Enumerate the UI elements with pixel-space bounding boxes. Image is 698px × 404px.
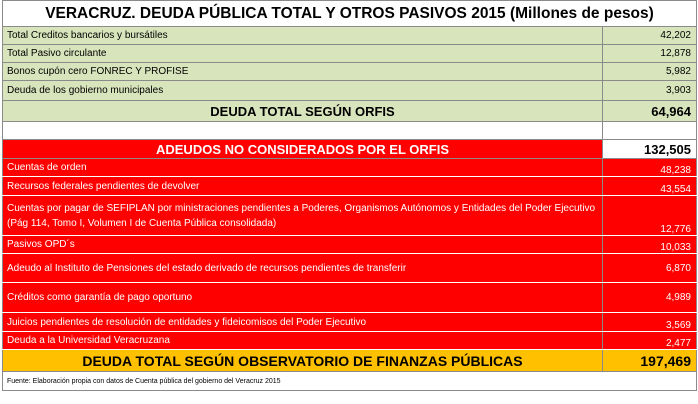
row-label: Bonos cupón cero FONREC Y PROFISE [3, 63, 603, 81]
title-row [3, 1, 697, 27]
grand-total-label: DEUDA TOTAL SEGÚN OBSERVATORIO DE FINANZAS PÚBLICAS [3, 350, 603, 372]
source-note: Fuente: Elaboración propia con datos de Cuenta pública del gobierno del Veracruz 2015 [3, 372, 697, 391]
row-value: 6,870 [603, 254, 697, 283]
table-row [3, 283, 697, 313]
row-value: 3,569 [603, 313, 697, 332]
table-row [3, 81, 697, 101]
table-row [3, 63, 697, 81]
spacer-row [3, 122, 697, 140]
row-label: Recursos federales pendientes de devolver [3, 177, 603, 196]
adeudos-header-row [3, 140, 697, 159]
row-label: Cuentas de orden [3, 159, 603, 177]
adeudos-header-value: 132,505 [603, 140, 697, 159]
debt-table [2, 0, 697, 391]
table-row [3, 254, 697, 283]
table-row [3, 159, 697, 177]
source-row [3, 372, 697, 391]
table-row [3, 332, 697, 350]
row-value: 5,982 [603, 63, 697, 81]
row-label: Adeudo al Instituto de Pensiones del estado derivado de recursos pendientes de transferir [3, 254, 603, 283]
row-value: 12,776 [603, 196, 697, 236]
table-row [3, 45, 697, 63]
table-row [3, 196, 697, 236]
table-row [3, 236, 697, 254]
debt-table-container [2, 0, 696, 391]
orfis-total-row [3, 101, 697, 122]
row-value: 2,477 [603, 332, 697, 350]
row-value: 4,989 [603, 283, 697, 313]
row-value: 42,202 [603, 27, 697, 45]
orfis-total-value: 64,964 [603, 101, 697, 122]
spacer-cell [603, 122, 697, 140]
row-label: Cuentas por pagar de SEFIPLAN por ministraciones pendientes a Poderes, Organismos Autónomos y Entidades del Poder Ejecutivo (Pág 114, Tomo I, Volumen I de Cuenta Pública consolidada) [3, 196, 603, 236]
row-value: 43,554 [603, 177, 697, 196]
row-label: Total Creditos bancarios y bursátiles [3, 27, 603, 45]
row-value: 12,878 [603, 45, 697, 63]
table-row [3, 177, 697, 196]
table-title: VERACRUZ. DEUDA PÚBLICA TOTAL Y OTROS PASIVOS 2015 (Millones de pesos) [3, 1, 697, 27]
row-label: Deuda de los gobierno municipales [3, 81, 603, 101]
table-row [3, 313, 697, 332]
spacer-cell [3, 122, 603, 140]
grand-total-row [3, 350, 697, 372]
row-label: Total Pasivo circulante [3, 45, 603, 63]
table-row [3, 27, 697, 45]
grand-total-value: 197,469 [603, 350, 697, 372]
orfis-total-label: DEUDA TOTAL SEGÚN ORFIS [3, 101, 603, 122]
row-label: Deuda a la Universidad Veracruzana [3, 332, 603, 350]
row-label: Pasivos OPD´s [3, 236, 603, 254]
row-label: Juicios pendientes de resolución de entidades y fideicomisos del Poder Ejecutivo [3, 313, 603, 332]
row-value: 48,238 [603, 159, 697, 177]
adeudos-header-label: ADEUDOS NO CONSIDERADOS POR EL ORFIS [3, 140, 603, 159]
row-label: Créditos como garantía de pago oportuno [3, 283, 603, 313]
row-value: 3,903 [603, 81, 697, 101]
row-value: 10,033 [603, 236, 697, 254]
